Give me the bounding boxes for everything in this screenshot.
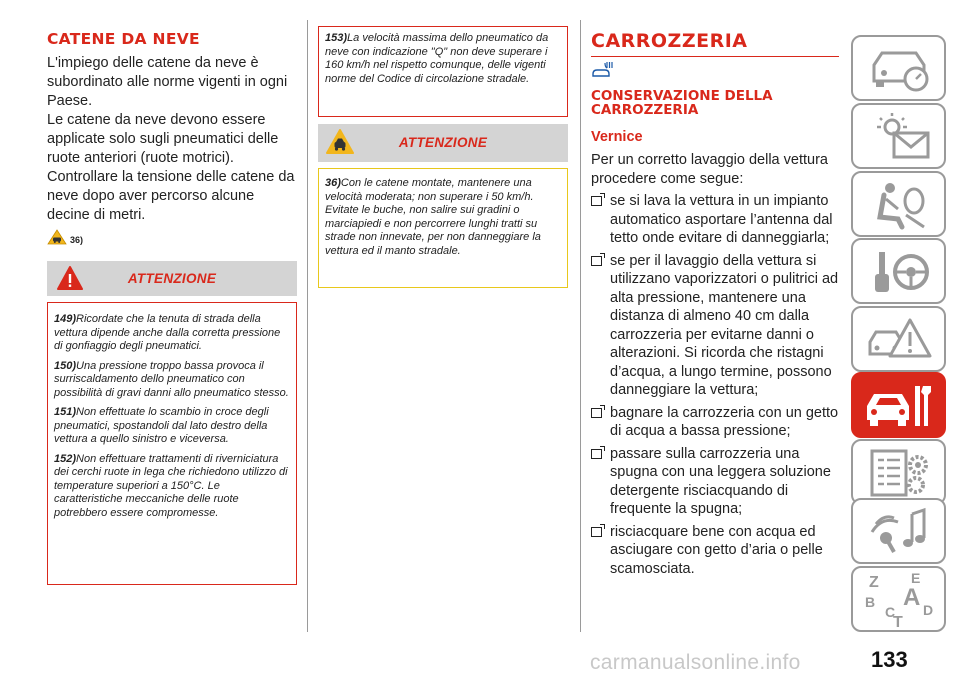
chapter-title: CARROZZERIA <box>591 30 748 52</box>
side-tab-multimedia[interactable] <box>851 498 946 564</box>
emergency-car-icon <box>864 312 934 367</box>
caution-car-icon <box>47 229 67 245</box>
warning-item <box>54 313 290 354</box>
attention-item <box>325 177 561 258</box>
warning-item <box>325 32 561 86</box>
warning-item <box>54 406 290 447</box>
checkbox-bullet-icon <box>591 449 602 459</box>
warning-number: 151) <box>54 406 77 418</box>
bodywork-section <box>591 30 841 578</box>
checkbox-bullet-icon <box>591 527 602 537</box>
attention-title: ATTENZIONE <box>398 135 488 150</box>
lights-envelope-icon <box>864 109 934 164</box>
note-reference[interactable] <box>47 229 297 245</box>
index-letter: E <box>910 570 920 586</box>
snow-chains-section <box>47 30 297 245</box>
list-item <box>591 252 841 400</box>
warning-number: 150) <box>54 359 77 372</box>
index-letters-icon <box>859 569 939 629</box>
watermark: carmanualsonline.info <box>590 651 801 674</box>
section-heading: CATENE DA NEVE <box>47 30 200 48</box>
warning-header <box>47 261 297 296</box>
intro-paragraph: Per un corretto lavaggio della vettura procedere come segue: <box>591 152 828 187</box>
side-tab-maintenance[interactable] <box>851 372 946 438</box>
key-steering-icon <box>864 244 934 299</box>
warning-text: Non effettuate lo scambio in croce degli pneumatici, spostandoli dal lato destro della vettura a quello sinistro e viceversa. <box>54 406 269 445</box>
side-tab-emergency[interactable] <box>851 306 946 372</box>
side-tab-specs[interactable] <box>851 439 946 505</box>
list-item-text: bagnare la carrozzeria con un getto di acqua a bassa pressione; <box>610 404 839 439</box>
warning-box <box>47 302 297 585</box>
list-item <box>591 404 841 441</box>
paragraph: Le catene da neve devono essere applicate solo sugli pneumatici delle ruote anteriori (ruote motrici). <box>47 112 279 166</box>
warning-item <box>54 360 290 401</box>
attention-text: Con le catene montate, mantenere una velocità moderata; non superare i 50 km/h. Evitate le buche, non salire sui gradini o marciapiedi e non percorrere lunghi tratti su strade non innevate, per non danneggiare la vettura ed il manto stradale. <box>325 177 541 257</box>
side-tab-index[interactable] <box>851 566 946 632</box>
index-letter: Z <box>868 574 879 591</box>
side-tab-lights[interactable] <box>851 103 946 169</box>
list-item <box>591 445 841 519</box>
paragraph: L'impiego delle catene da neve è subordinato alle norme vigenti in ogni Paese. <box>47 55 288 109</box>
attention-number: 36) <box>325 177 341 189</box>
paragraph: Controllare la tensione delle catene da neve dopo aver percorso alcune decine di metri. <box>47 169 295 223</box>
subsection-heading: Vernice <box>591 129 643 145</box>
multimedia-icon <box>864 504 934 559</box>
page-number: 133 <box>871 647 908 672</box>
car-wash-icon <box>591 61 613 79</box>
section-title-line: CONSERVAZIONE DELLA <box>591 88 773 104</box>
warning-number: 149) <box>54 313 77 325</box>
list-item <box>591 192 841 248</box>
index-letter: T <box>892 614 903 629</box>
spec-sheet-gear-icon <box>864 445 934 500</box>
warning-item <box>54 453 290 521</box>
warning-text: Non effettuare trattamenti di riverniciatura dei cerchi ruote in lega che richiedono utilizzo di temperature superiori a 150°C. Le caratteristiche meccaniche delle ruote potrebbero essere compromesse. <box>54 452 288 519</box>
warning-text: Una pressione troppo bassa provoca il surriscaldamento dello pneumatico con possibilità di gravi danni allo pneumatico stesso. <box>54 359 289 399</box>
warning-text: La velocità massima dello pneumatico da neve con indicazione "Q" non deve superare i 160 km/h nel rispetto comunque, delle vigenti norme del Codice di circolazione stradale. <box>325 32 549 85</box>
warning-number: 153) <box>325 32 348 44</box>
index-letter: B <box>864 594 875 610</box>
car-wrench-icon <box>861 378 937 433</box>
attention-header <box>318 124 568 162</box>
title-rule <box>591 56 839 57</box>
column-divider-left <box>307 20 308 632</box>
list-item-text: passare sulla carrozzeria una spugna con una leggera soluzione detergente risciacquando di frequente la spugna; <box>610 445 831 517</box>
list-item-text: risciacquare bene con acqua ed asciugare con getto d’aria o pelle scamosciata. <box>610 523 823 577</box>
column-divider-right <box>580 20 581 632</box>
index-letter: D <box>922 602 933 618</box>
checkbox-bullet-icon <box>591 408 602 418</box>
index-letter: A <box>902 584 920 611</box>
section-title <box>591 89 841 117</box>
warning-number: 152) <box>54 452 77 465</box>
list-item-text: se per il lavaggio della vettura si utilizzano vaporizzatori o pulitrici ad alta pressione, mantenere una distanza di almeno 40 cm dalla carrozzeria per evitarne danni o alterazioni. Si ricorda che ristagni d’acqua, a lungo termine, possono danneggiare la vettura; <box>610 252 839 398</box>
side-tab-safety[interactable] <box>851 171 946 237</box>
side-tab-dashboard[interactable] <box>851 35 946 101</box>
warning-continuation-box <box>318 26 568 117</box>
side-tab-driving[interactable] <box>851 238 946 304</box>
attention-box <box>318 168 568 288</box>
warning-text: Ricordate che la tenuta di strada della vettura dipende anche dalla corretta pressione di gonfiaggio degli pneumatici. <box>54 313 281 352</box>
warning-title: ATTENZIONE <box>127 271 217 286</box>
checkbox-bullet-icon <box>591 196 602 206</box>
list-item-text: se si lava la vettura in un impianto automatico asportare l’antenna dal tetto onde evitare di danneggiarla; <box>610 193 833 246</box>
checkbox-bullet-icon <box>591 256 602 266</box>
car-dashboard-icon <box>864 43 934 93</box>
note-ref-number: 36) <box>70 235 84 245</box>
seat-airbag-icon <box>864 177 934 232</box>
section-title-line: CARROZZERIA <box>591 102 699 118</box>
index-letter: C <box>884 604 895 620</box>
list-item <box>591 523 841 579</box>
